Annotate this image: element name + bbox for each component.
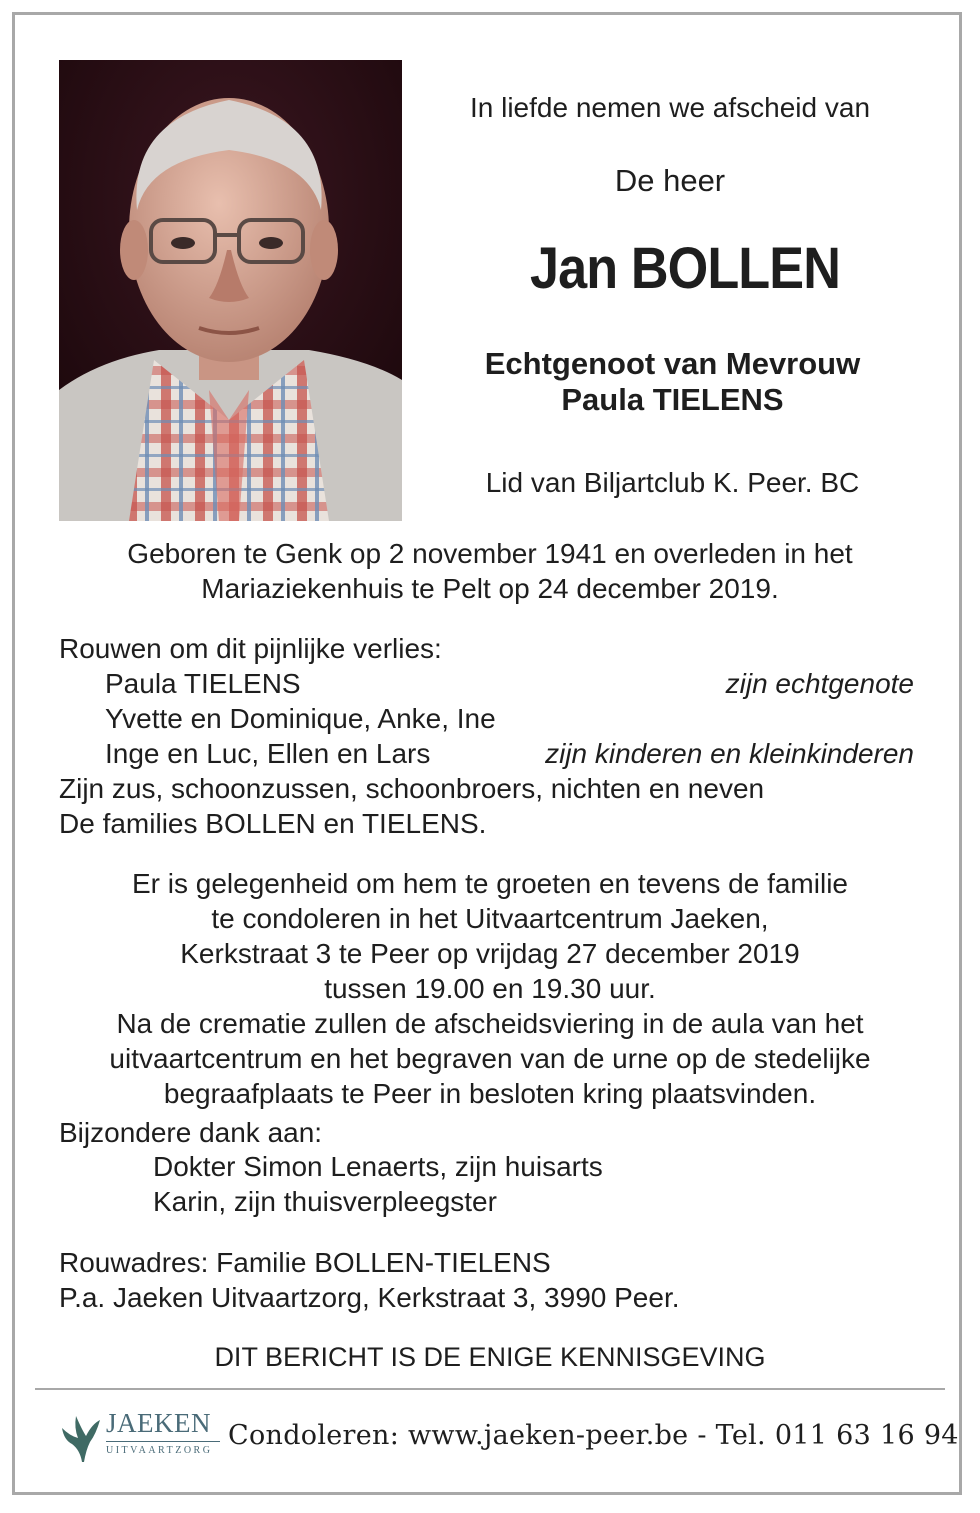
mourners-families: De families BOLLEN en TIELENS. <box>59 808 487 839</box>
thanks-heading: Bijzondere dank aan: <box>59 1117 323 1148</box>
dove-icon <box>62 1410 102 1464</box>
born-line-1: Geboren te Genk op 2 november 1941 en overleden in het <box>127 538 853 569</box>
salutation: De heer <box>614 163 726 198</box>
visitation-line: te condoleren in het Uitvaartcentrum Jaeken, <box>211 903 769 934</box>
visitation-info <box>40 866 940 1111</box>
visitation-line: begraafplaats te Peer in besloten kring plaatsvinden. <box>163 1078 817 1109</box>
spouse-info <box>430 346 915 418</box>
membership: Lid van Biljartclub K. Peer. BC <box>485 467 860 498</box>
spouse-line-1: Echtgenoot van Mevrouw <box>484 346 861 381</box>
logo-name: JAEKEN <box>106 1408 211 1438</box>
mourners-family: Zijn zus, schoonzussen, schoonbroers, nichten en neven <box>59 773 765 804</box>
thanks-item: Dokter Simon Lenaerts, zijn huisarts <box>153 1151 603 1182</box>
visitation-line: Kerkstraat 3 te Peer op vrijdag 27 december 2019 <box>180 938 800 969</box>
birth-death-info <box>40 536 940 606</box>
intro-text: In liefde nemen we afscheid van <box>469 92 871 123</box>
mourner-name: Inge en Luc, Ellen en Lars <box>105 738 431 769</box>
notice-text: DIT BERICHT IS DE ENIGE KENNISGEVING <box>214 1342 766 1372</box>
address-line-2: P.a. Jaeken Uitvaartzorg, Kerkstraat 3, 3990 Peer. <box>59 1282 680 1313</box>
born-line-2: Mariaziekenhuis te Pelt op 24 december 2019. <box>201 573 779 604</box>
logo-rule <box>106 1441 220 1442</box>
logo-subtitle: UITVAARTZORG <box>106 1445 213 1456</box>
portrait-photo <box>59 60 402 521</box>
footer-divider <box>35 1388 945 1390</box>
spouse-line-2: Paula TIELENS <box>561 382 784 417</box>
visitation-line: Er is gelegenheid om hem te groeten en tevens de familie <box>132 868 848 899</box>
deceased-name: Jan BOLLEN <box>529 236 841 301</box>
visitation-line: uitvaartcentrum en het begraven van de urne op de stedelijke <box>109 1043 871 1074</box>
address-line-1: Rouwadres: Familie BOLLEN-TIELENS <box>59 1247 551 1278</box>
contact-info: Condoleren: www.jaeken-peer.be - Tel. 011 63 16 94 <box>228 1420 959 1451</box>
mourners-heading: Rouwen om dit pijnlijke verlies: <box>59 633 442 664</box>
mourner-name: Yvette en Dominique, Anke, Ine <box>105 703 496 734</box>
mourner-relation: zijn echtgenote <box>725 668 914 699</box>
visitation-line: tussen 19.00 en 19.30 uur. <box>324 973 656 1004</box>
thanks-item: Karin, zijn thuisverpleegster <box>153 1186 497 1217</box>
jaeken-logo <box>62 1410 222 1470</box>
visitation-line: Na de crematie zullen de afscheidsviering in de aula van het <box>116 1008 864 1039</box>
mourner-relation: zijn kinderen en kleinkinderen <box>545 738 914 769</box>
mourner-name: Paula TIELENS <box>105 668 301 699</box>
